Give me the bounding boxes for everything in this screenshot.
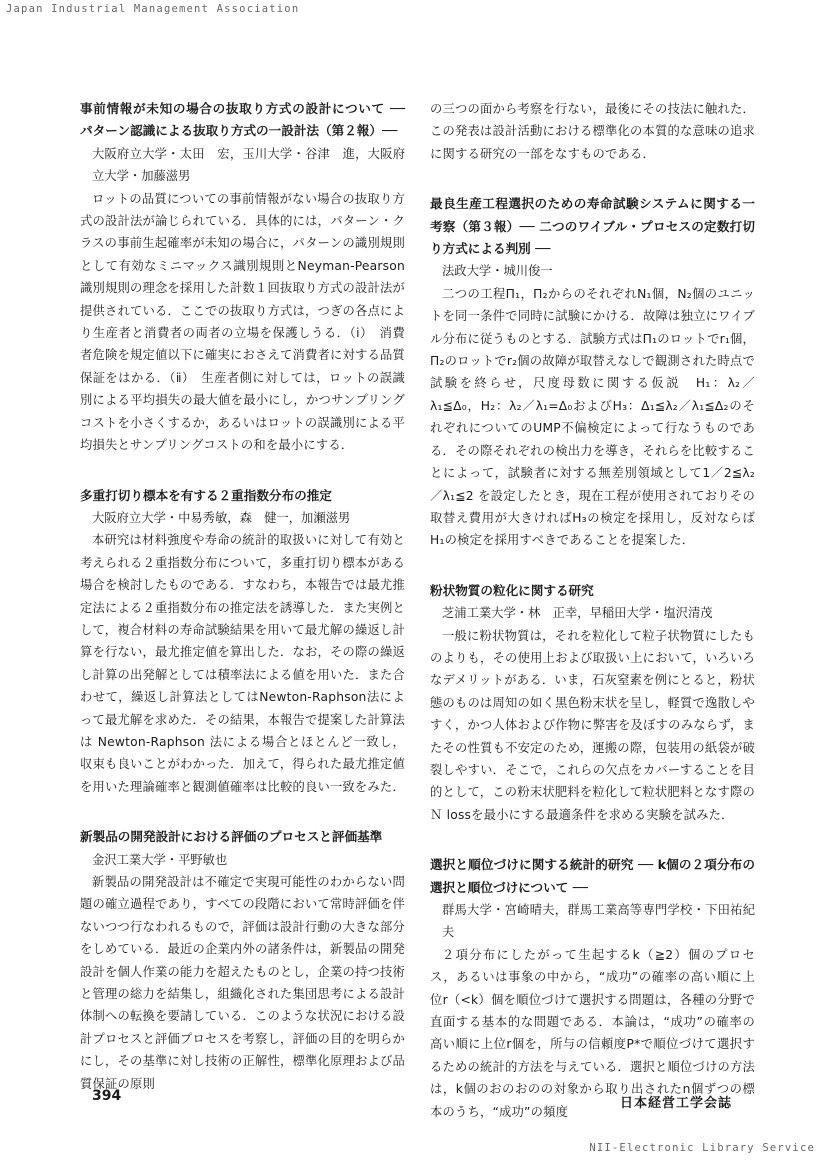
article-life-test [430, 193, 755, 552]
publisher-header: Japan Industrial Management Association [6, 3, 300, 15]
article-authors: 大阪府立大学・太田 宏，玉川大学・谷津 進，大阪府立大学・加藤滋男 [92, 146, 405, 184]
article-title: 粉状物質の粒化に関する研究 [430, 582, 594, 598]
article-authors: 法政大学・城川俊一 [442, 264, 553, 279]
article-title: 最良生産工程選択のための寿命試験システムに関する一考察（第３報）── 二つのワイブル・プロセスの定数打切り方式による判別 ── [430, 196, 755, 257]
page-number: 394 [92, 1088, 122, 1104]
article-abstract: 本研究は材料強度や寿命の統計的取扱いに対して有効と考えられる２重指数分布について，多重打切り標本がある場合を検討したものである．すなわち，本報告では最尤推定法による２重指数分布の推定法を誘導した．また実例として，複合材料の寿命試験結果を用いて最尤解の繰返し計算を行ない，最尤推定値を算出した．なお，その際の繰返し計算の出発解としては積率法による値を用いた．また合わせて，繰返し計算法としてはNewton-Raphson法によって最尤解を求めた．その結果，本報告で提案した計算法は Newton-Raphson 法による場合とほとんど一致し，収束も良いことがわかった．加えて，得られた最尤推定値を用いた理論確率と観測値確率は比較的良い一致をみた． [80, 533, 405, 794]
continued-abstract: の三つの面から考察を行ない，最後にその技法に触れた．この発表は設計活動における標準化の本質的な意味の追求に関する研究の一部をなすものである． [430, 102, 755, 161]
article-title: 選択と順位づけに関する統計的研究 ── k個の２項分布の選択と順位づけについて ── [430, 857, 755, 895]
journal-name: 日本経営工学会誌 [620, 1096, 733, 1111]
right-column [430, 98, 755, 1151]
service-footer: NII-Electronic Library Service [589, 1142, 815, 1154]
article-title: 事前情報が未知の場合の抜取り方式の設計について ── パターン認識による抜取り方式の一設計法（第２報）── [80, 101, 405, 139]
article-abstract: 一般に粉状物質は，それを粒化して粒子状物質にしたものよりも，その使用上および取扱い上において，いろいろなデメリットがある．いま，石灰窒素を例にとると，粉状態のものは周知の如く黒色粉末状を呈し，軽質で逸散しやすく，かつ人体および作物に弊害を及ぼすのみならず，またその性質も不安定のため，運搬の際，包装用の紙袋が破裂しやすい．そこで，これらの欠点をカバーすることを目的として，この粉末状肥料を粒化して粒状肥料となす際のＮ lossを最小にする最適条件を求める実験を試みた． [430, 628, 755, 822]
article-abstract: 二つの工程Π₁，Π₂からのそれぞれN₁個，N₂個のユニットを同一条件で同時に試験にかける．故障は独立にワイブル分布に従うものとする．試験方式はΠ₁のロットでr₁個，Π₂のロットでr₂個の故障が取替えなしで観測された時点で試験を終らせ，尺度母数に関する仮説 H₁：λ₂／λ₁≦Δ₀，H₂：λ₂／λ₁=Δ₀およびH₃：Δ₁≦λ₂／λ₁≦Δ₂のそれぞれについてのUMP不偏検定によって行なうものである．その際それぞれの検出力を導き，それらを比較することによって，試験者に対する無差別領域として1／2≦λ₂／λ₁≦2 を設定したとき，現在工程が使用されておりその取替え費用が大きければH₃の検定を採用し，反対ならばH₁の検定を採用すべきであることを提案した． [430, 286, 755, 548]
article-title: 新製品の開発設計における評価のプロセスと評価基準 [80, 829, 383, 845]
article-authors: 芝浦工業大学・林 正幸，早稲田大学・塩沢清茂 [442, 606, 713, 621]
article-powder-granulation [430, 580, 755, 826]
article-title: 多重打切り標本を有する２重指数分布の推定 [80, 487, 332, 503]
article-abstract: 新製品の開発設計は不確定で実現可能性のわからない問題の確立過程であり，すべての段階において常時評価を伴ないつつ行なわれるもので，評価は設計行動の大きな部分をしめている．最近の企業内外の諸条件は，新製品の開発設計を個人作業の能力を超えたものとし，企業の持つ技術と管理の総力を結集し，組織化された集団思考による設計体制への転換を要請している．このような状況における設計プロセスと評価プロセスを考察し，評価の目的を明らかにし，その基準に対し技術の正解性，標準化原理および品質保証の原則 [80, 875, 405, 1091]
article-double-exponential [80, 485, 405, 799]
article-authors: 群馬大学・宮崎晴夫，群馬工業高等専門学校・下田祐紀夫 [442, 903, 755, 940]
left-column [80, 98, 405, 1123]
article-abstract: ロットの品質についての事前情報がない場合の抜取り方式の設計法が論じられている．具体的には，パターン・クラスの事前生起確率が未知の場合に，パターンの識別規則として有効なミニマックス識別規則とNeyman-Pearson 識別規則の理念を採用した計数１回抜取り方式の設計法が提供されている．ここでの抜取り方式は，つぎの各点により生産者と消費者の両者の立場を保護しうる．（ⅰ） 消費者危険を規定値以下に確実におさえて消費者に対する品質保証をはかる．（ⅱ） 生産者側に対しては，ロットの誤識別による平均損失の最大値を最小にし，かつサンプリングコストを小さくするか，あるいはロットの誤識別による平均損失とサンプリングコストの和を最小にする． [80, 191, 405, 453]
article-authors: 金沢工業大学・平野敏也 [92, 852, 228, 867]
article-sampling-design [80, 98, 405, 457]
article-selection-ranking [430, 854, 755, 1123]
article-product-evaluation [80, 826, 405, 1095]
article-authors: 大阪府立大学・中易秀敏，森 健一，加瀬滋男 [92, 510, 351, 525]
article-abstract: ２項分布にしたがって生起するk（≧2）個のプロセス，あるいは事象の中から，“成功”の確率の高い順に上位r（<k）個を順位づけて選択する問題は，各種の分野で直面する基本的な問題である．本論は，“成功”の確率の高い順に上位r個を，所与の信頼度P*で順位づけて選択するための統計的方法を与えている．選択と順位づけの方法は，k個のおのおのの対象から取り出されたn個ずつの標本のうち，“成功”の頻度 [430, 947, 755, 1119]
